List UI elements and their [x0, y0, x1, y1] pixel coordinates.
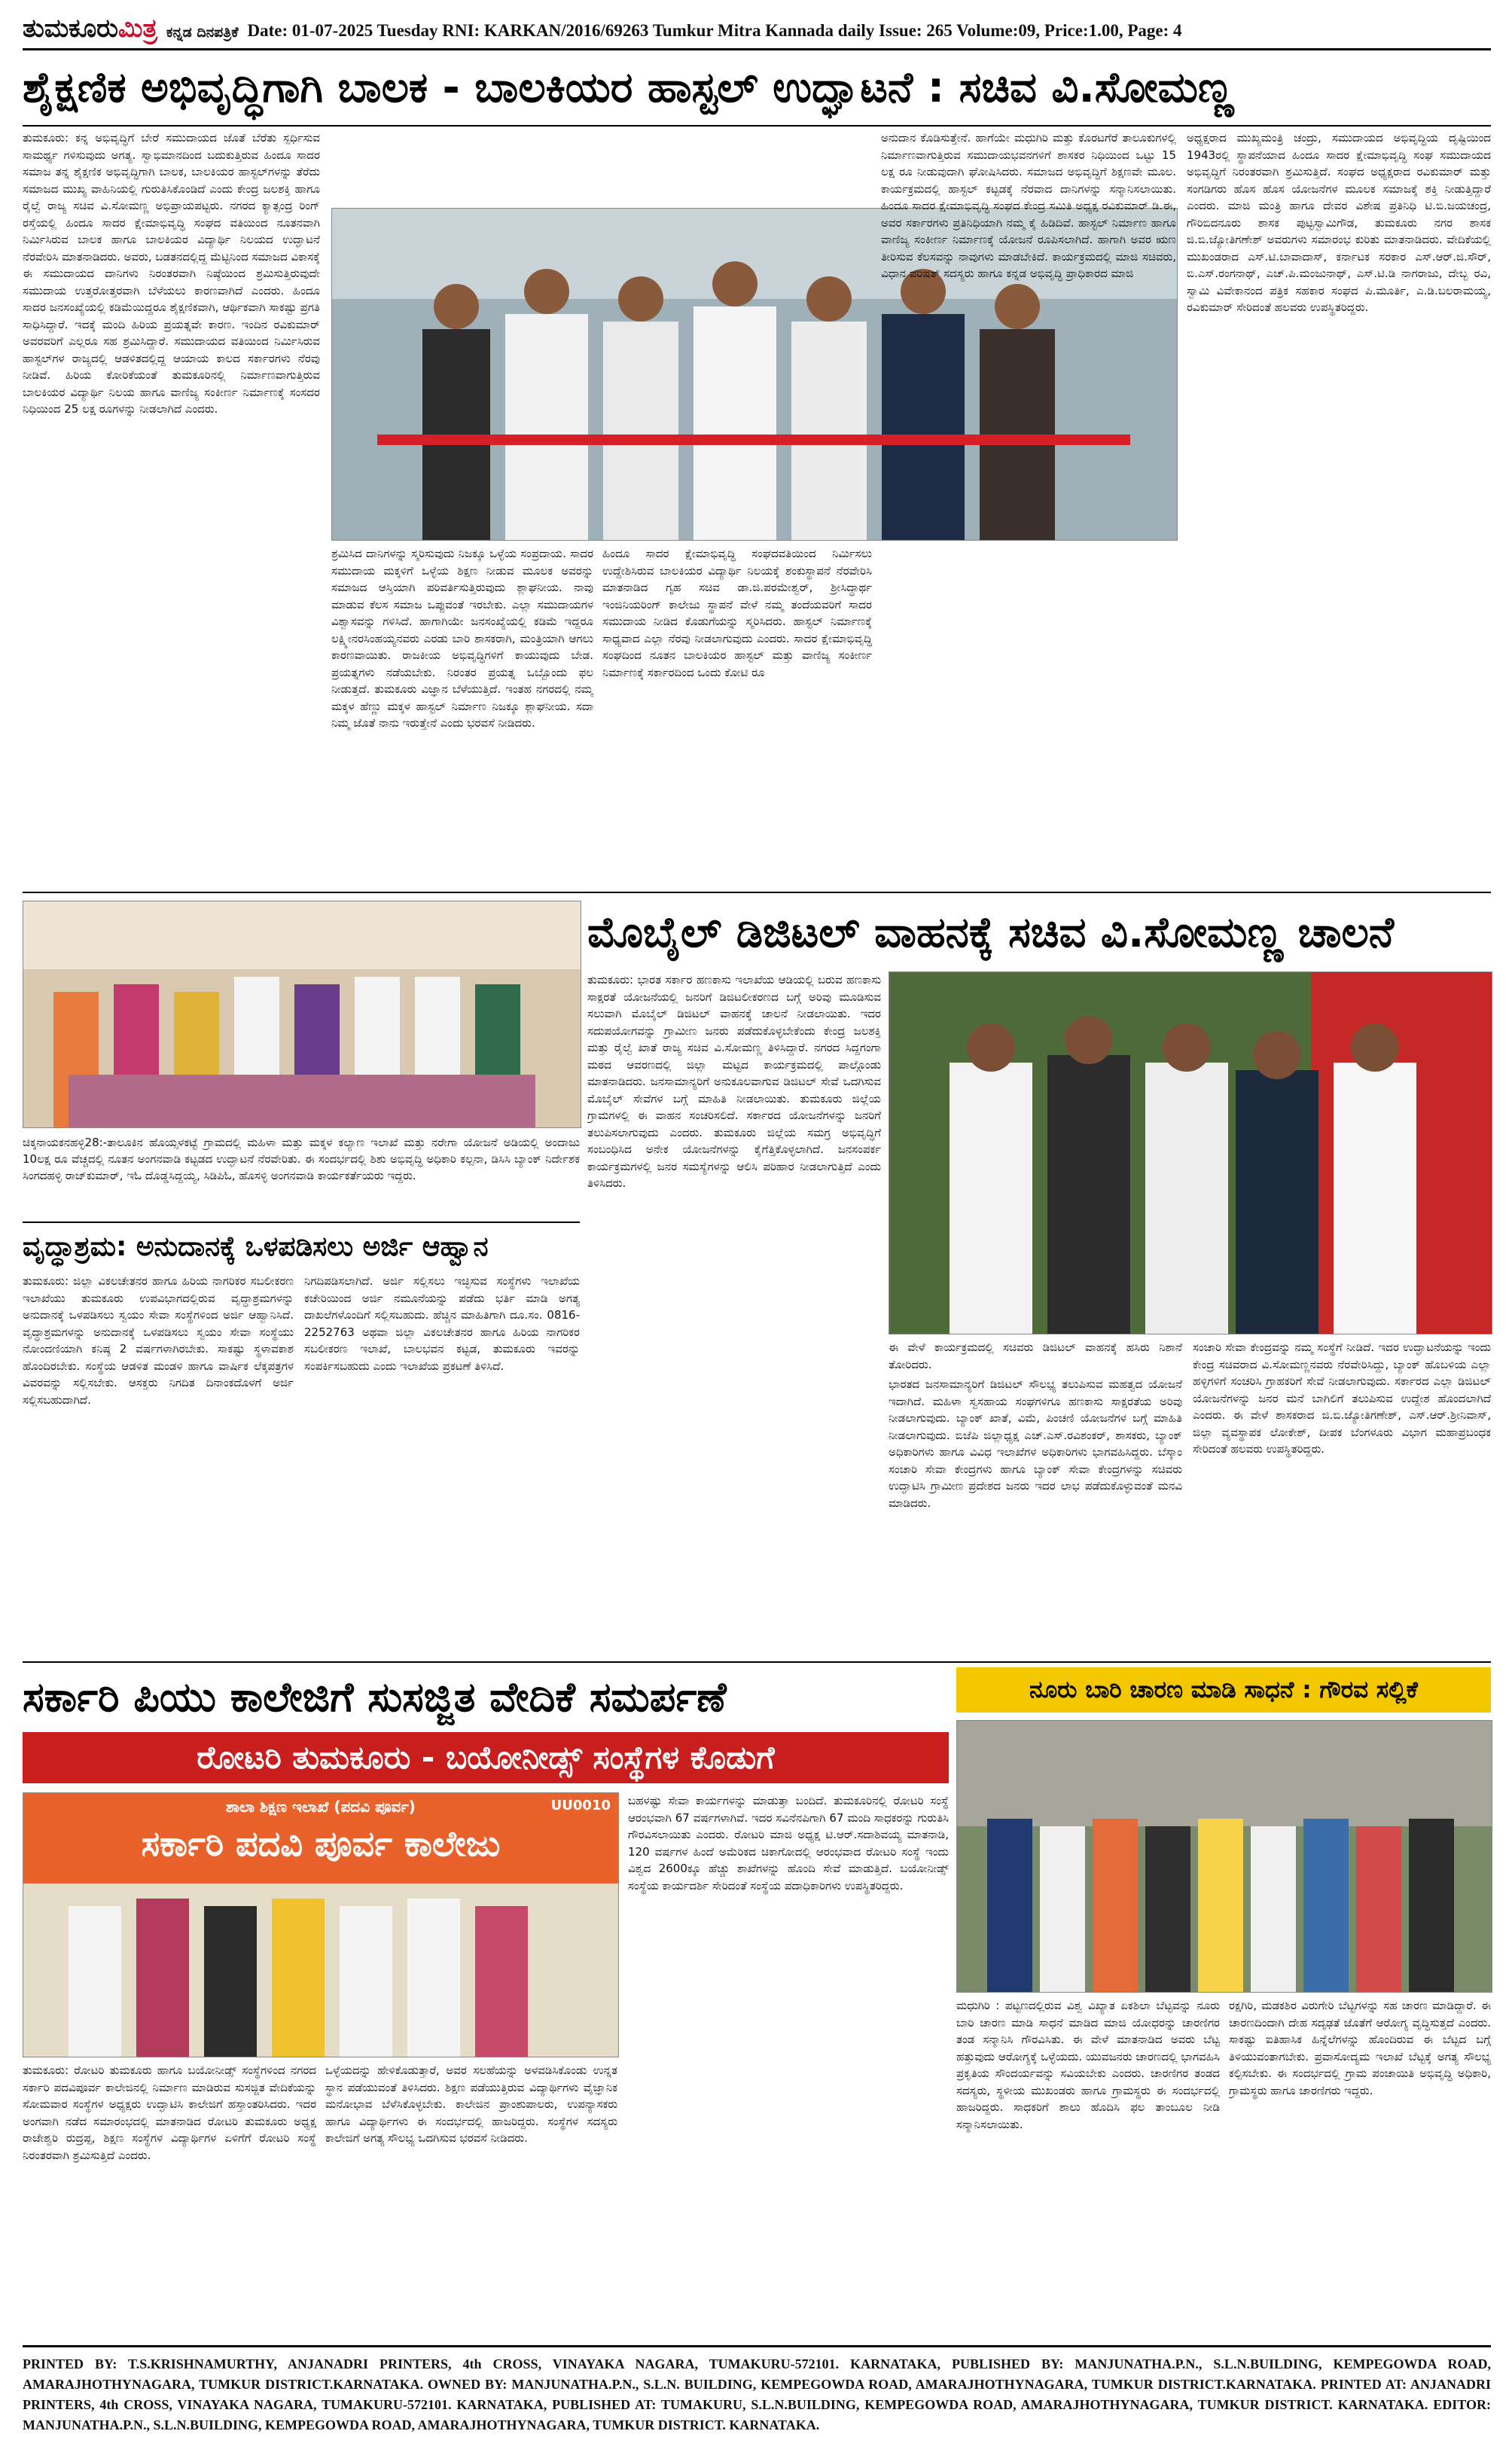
- story1-column-2: ಶ್ರಮಿಸಿದ ದಾನಿಗಳನ್ನು ಸ್ಮರಿಸುವುದು ನಿಜಕ್ಕೂ ಒಳ್ಳೆಯ ಸಂಪ್ರದಾಯ. ಸಾದರ ಸಮುದಾಯ ಮಕ್ಕಳಿಗೆ ಒಳ್ಳೆಯ ಶಿಕ್ಷಣ ನೀಡುವ ಮೂಲಕ ಅವರನ್ನು ಸಮಾಜದ ಆಸ್ತಿಯಾಗಿ ಪರಿವರ್ತಿಸುತ್ತಿರುವುದು ಶ್ಲಾಘನೀಯ. ನಾವು ಮಾಡುವ ಕೆಲಸ ಸಮಾಜ ಒಪ್ಪುವಂತೆ ಇರಬೇಕು. ಎಲ್ಲಾ ಸಮುದಾಯಗಳ ವಿಶ್ವಾಸವನ್ನು ಗಳಿಸಿದೆ. ಹಾಗಾಗಿಯೇ ಜನಸಂಖ್ಯೆಯಲ್ಲಿ ಕಡಿಮೆ ಇದ್ದರೂ ಲಕ್ಷ್ಮೀನರಸಿಂಹಯ್ಯನವರು ಎರಡು ಬಾರಿ ಶಾಸಕರಾಗಿ, ಮಂತ್ರಿಯಾಗಿ ಆಗಲು ಕಾರಣವಾಯಿತು. ರಾಜಕೀಯ ಅಭಿವೃದ್ಧಿಗಳಿಗೆ ಕಾಯುವುದು ಬೇಡ. ಪ್ರಯತ್ನಗಳು ನಡೆಯಬೇಕು. ನಿರಂತರ ಪ್ರಯತ್ನ ಒಬ್ಬೊಂದು ಫಲ ನೀಡುತ್ತದೆ. ತುಮಕೂರು ವಿಜ್ಞಾನ ಬೆಳೆಯುತ್ತಿದೆ. ಇಂತಹ ನಗರದಲ್ಲಿ ನಮ್ಮ ಮಕ್ಕಳ ಹೆಣ್ಣು ಮಕ್ಕಳ ಹಾಸ್ಟಲ್ ನಿರ್ಮಾಣ ನಿಜಕ್ಕೂ ಶ್ಲಾಘನೀಯ. ಸದಾ ನಿಮ್ಮ ಜೊತೆ ನಾನು ಇರುತ್ತೇನೆ ಎಂದು ಭರವಸೆ ನೀಡಿದರು.: [331, 547, 593, 730]
- story4-column-3: ಬಹಳಷ್ಟು ಸೇವಾ ಕಾರ್ಯಗಳನ್ನು ಮಾಡುತ್ತಾ ಬಂದಿದೆ. ತುಮಕೂರಿನಲ್ಲಿ ರೋಟರಿ ಸಂಸ್ಥೆ ಆರಂಭವಾಗಿ 67 ವರ್ಷಗಳಾಗಿವೆ. ಇದರ ಸವಿನೆನಪಿಗಾಗಿ 67 ಮಂದಿ ಸಾಧಕರನ್ನು ಗುರುತಿಸಿ ಗೌರವಿಸಲಾಯಿತು ಎಂದರು. ರೋಟರಿ ಮಾಜಿ ಅಧ್ಯಕ್ಷ ಟಿ.ಆರ್.ಸದಾಶಿವಯ್ಯ ಮಾತನಾಡಿ, 120 ವರ್ಷಗಳ ಹಿಂದೆ ಅಮೆರಿಕದ ಚಿಕಾಗೋದಲ್ಲಿ ಆರಂಭವಾದ ರೋಟರಿ ಸಂಸ್ಥೆ ಇಂದು ವಿಶ್ವದ 2600ಕ್ಕೂ ಹೆಚ್ಚು ಶಾಖೆಗಳನ್ನು ಹೊಂದಿ ಸೇವೆ ಮಾಡುತ್ತಿದೆ. ಬಯೋನೀಡ್ಸ್ ಸಂಸ್ಥೆಯ ಕಾರ್ಯದರ್ಶಿ ಸೇರಿದಂತೆ ಸಂಸ್ಥೆಯ ಪದಾಧಿಕಾರಿಗಳು ಉಪಸ್ಥಿತರಿದ್ದರು.: [628, 1794, 949, 1893]
- imprint-footer: PRINTED BY: T.S.KRISHNAMURTHY, ANJANADRI PRINTERS, 4th CROSS, VINAYAKA NAGARA, TUMAKURU-572101. KARNATAKA, PUBLISHED BY: MANJUNATHA.P.N., S.L.N.BUILDING, KEMPEGOWDA ROAD, AMARAJHOTHYNAGARA, TUMKUR DISTRICT.KARNATAKA. OWNED BY: MANJUNATHA.P.N., S.L.N. BUILDING, KEMPEGOWDA ROAD, AMARAJHOTHYNAGARA, TUMKUR DISTRICT.KARNATAKA. PRINTED AT: ANJANADRI PRINTERS, 4th CROSS, VINAYAKA NAGARA, TUMAKURU-572101. KARNATAKA, PUBLISHED AT: TUMAKURU, S.L.N.BUILDING, KEMPEGOWDA ROAD, AMARAJHOTHYNAGARA, TUMKUR DISTRICT. KARNATAKA. EDITOR: MANJUNATHA.P.N., S.L.N.BUILDING, KEMPEGOWDA ROAD, AMARAJHOTHYNAGARA, TUMKUR DISTRICT. KARNATAKA.: [23, 2356, 1491, 2432]
- photo-code-text: UU0010: [550, 1798, 611, 1813]
- masthead: [23, 6, 1491, 44]
- dateline: Date: 01-07-2025 Tuesday RNI: KARKAN/2016/69263 Tumkur Mitra Kannada daily Issue: 265 Volume:09, Price:1.00, Page: 4: [247, 21, 1182, 40]
- masthead-rule: [23, 48, 1491, 50]
- photo-college-banner-text: ಸರ್ಕಾರಿ ಪದವಿ ಪೂರ್ವ ಕಾಲೇಜು: [141, 1823, 501, 1864]
- story1-column-3: ಹಿಂದೂ ಸಾದರ ಕ್ಷೇಮಾಭಿವೃದ್ಧಿ ಸಂಘದವತಿಯಿಂದ ನಿರ್ಮಿಸಲು ಉದ್ದೇಶಿಸಿರುವ ಬಾಲಕಿಯರ ವಿದ್ಯಾರ್ಥಿ ನಿಲಯಕ್ಕೆ ಶಂಕುಸ್ಥಾಪನೆ ನೆರವೇರಿಸಿ ಮಾತನಾಡಿದ ಗೃಹ ಸಚಿವ ಡಾ.ಜಿ.ಪರಮೇಶ್ವರ್, ಶ್ರೀಸಿದ್ಧಾರ್ಥ ಇಂಜಿನಿಯರಿಂಗ್ ಕಾಲೇಜು ಸ್ಥಾಪನೆ ವೇಳೆ ನಮ್ಮ ತಂದೆಯವರಿಗೆ ಸಾದರ ಸಮುದಾಯ ನೀಡಿದ ಕೊಡುಗೆಯನ್ನು ಸ್ಮರಿಸಿದರು. ಹಾಸ್ಟಲ್ ನಿರ್ಮಾಣಕ್ಕೆ ಸಾಧ್ಯವಾದ ಎಲ್ಲಾ ನೆರವು ನೀಡಲಾಗುವುದು ಎಂದರು. ಸಾದರ ಕ್ಷೇಮಾಭಿವೃದ್ಧಿ ಸಂಘದಿಂದ ನೂತನ ಬಾಲಕಿಯರ ಹಾಸ್ಟಲ್ ಮತ್ತು ವಾಣಿಜ್ಯ ಸಂಕೀರ್ಣ ನಿರ್ಮಾಣಕ್ಕೆ ಸರ್ಕಾರದಿಂದ ಒಂದು ಕೋಟಿ ರೂ: [602, 547, 872, 679]
- anganwadi-photo: [23, 901, 581, 1128]
- story5-column-1: ಮಧುಗಿರಿ : ಪಟ್ಟಣದಲ್ಲಿರುವ ವಿಶ್ವ ವಿಖ್ಯಾತ ಏಕಶಿಲಾ ಬೆಟ್ಟವನ್ನು ನೂರು ಬಾರಿ ಚಾರಣ ಮಾಡಿ ಸಾಧನೆ ಮಾಡಿದ ಮಾಜಿ ಯೋಧರನ್ನು ಚಾರಣಿಗರ ತಂಡ ಸನ್ಮಾನಿಸಿ ಗೌರವಿಸಿತು. ಈ ವೇಳೆ ಮಾತನಾಡಿದ ಅವರು ಬೆಟ್ಟ ಹತ್ತುವುದು ಆರೋಗ್ಯಕ್ಕೆ ಒಳ್ಳೆಯದು. ಯುವಜನರು ಚಾರಣದಲ್ಲಿ ಭಾಗವಹಿಸಿ ಪ್ರಕೃತಿಯ ಸೌಂದರ್ಯವನ್ನು ಸವಿಯಬೇಕು ಎಂದರು. ಚಾರಣಿಗರ ತಂಡದ ಸದಸ್ಯರು, ಸ್ಥಳೀಯ ಮುಖಂಡರು ಹಾಗೂ ಗ್ರಾಮಸ್ಥರು ಈ ಸಂದರ್ಭದಲ್ಲಿ ಹಾಜರಿದ್ದರು. ಸಾಧಕರಿಗೆ ಶಾಲು ಹೊದಿಸಿ ಫಲ ತಾಂಬೂಲ ನೀಡಿ ಸನ್ಮಾನಿಸಲಾಯಿತು.: [956, 1999, 1220, 2131]
- story2-headline: ಮೊಬೈಲ್ ಡಿಜಿಟಲ್ ವಾಹನಕ್ಕೆ ಸಚಿವ ವಿ.ಸೋಮಣ್ಣ ಚಾಲನೆ: [587, 908, 1395, 957]
- story1-rule: [23, 125, 1491, 127]
- story3-column-2: ನಿಗದಿಪಡಿಸಲಾಗಿದೆ. ಅರ್ಜಿ ಸಲ್ಲಿಸಲು ಇಚ್ಛಿಸುವ ಸಂಸ್ಥೆಗಳು ಇಲಾಖೆಯ ಕಚೇರಿಯಿಂದ ಅರ್ಜಿ ನಮೂನೆಯನ್ನು ಪಡೆದು ಭರ್ತಿ ಮಾಡಿ ಅಗತ್ಯ ದಾಖಲೆಗಳೊಂದಿಗೆ ಸಲ್ಲಿಸಬಹುದು. ಹೆಚ್ಚಿನ ಮಾಹಿತಿಗಾಗಿ ದೂ.ಸಂ. 0816-2252763 ಅಥವಾ ಜಿಲ್ಲಾ ವಿಕಲಚೇತನರ ಹಾಗೂ ಹಿರಿಯ ನಾಗರಿಕರ ಸಬಲೀಕರಣ ಇಲಾಖೆ, ಬಾಲಭವನ ಕಟ್ಟಡ, ತುಮಕೂರು ಇವರನ್ನು ಸಂಪರ್ಕಿಸಬಹುದು ಎಂದು ಇಲಾಖೆಯ ಪ್ರಕಟಣೆ ತಿಳಿಸಿದೆ.: [304, 1274, 580, 1373]
- story3-column-1: ತುಮಕೂರು: ಜಿಲ್ಲಾ ವಿಕಲಚೇತನರ ಹಾಗೂ ಹಿರಿಯ ನಾಗರಿಕರ ಸಬಲೀಕರಣ ಇಲಾಖೆಯು ತುಮಕೂರು ಉಪವಿಭಾಗದಲ್ಲಿರುವ ವೃದ್ಧಾಶ್ರಮಗಳನ್ನು ಅನುದಾನಕ್ಕೆ ಒಳಪಡಿಸಲು ಸ್ವಯಂ ಸೇವಾ ಸಂಸ್ಥೆಗಳಿಂದ ಅರ್ಜಿ ಆಹ್ವಾನಿಸಿದೆ. ವೃದ್ಧಾಶ್ರಮಗಳನ್ನು ಅನುದಾನಕ್ಕೆ ಒಳಪಡಿಸಲು ಸ್ವಯಂ ಸೇವಾ ಸಂಸ್ಥೆಯು ನೋಂದಣಿಯಾಗಿ ಕನಿಷ್ಠ 2 ವರ್ಷಗಳಾಗಿರಬೇಕು. ಸಾಕಷ್ಟು ಸ್ಥಳಾವಕಾಶ ಹೊಂದಿರಬೇಕು. ಸಂಸ್ಥೆಯ ಆಡಳಿತ ಮಂಡಳಿ ಹಾಗೂ ವಾರ್ಷಿಕ ಲೆಕ್ಕಪತ್ರಗಳ ವಿವರವನ್ನು ಸಲ್ಲಿಸಬೇಕು. ಆಸಕ್ತರು ನಿಗದಿತ ದಿನಾಂಕದೊಳಗೆ ಅರ್ಜಿ ಸಲ್ಲಿಸಬಹುದಾಗಿದೆ.: [23, 1274, 294, 1407]
- section-rule-2: [23, 1222, 580, 1223]
- footer-rule: [23, 2345, 1491, 2347]
- section-rule-3: [23, 1661, 1491, 1663]
- pu-college-photo: [23, 1792, 619, 2057]
- trekkers-group-photo-icon: [957, 1721, 1492, 1992]
- story4-column-1: ತುಮಕೂರು: ರೋಟರಿ ತುಮಕೂರು ಹಾಗೂ ಬಯೋನೀಡ್ಸ್ ಸಂಸ್ಥೆಗಳಿಂದ ನಗರದ ಸರ್ಕಾರಿ ಪದವಿಪೂರ್ವ ಕಾಲೇಜಿನಲ್ಲಿ ನಿರ್ಮಾಣ ಮಾಡಿರುವ ಸುಸಜ್ಜಿತ ವೇದಿಕೆಯನ್ನು ಸೋಮವಾರ ಸಂಸ್ಥೆಗಳ ಅಧ್ಯಕ್ಷರು ಉದ್ಘಾಟಿಸಿ ಕಾಲೇಜಿಗೆ ಹಸ್ತಾಂತರಿಸಿದರು. ಇದರ ಅಂಗವಾಗಿ ನಡೆದ ಸಮಾರಂಭದಲ್ಲಿ ಮಾತನಾಡಿದ ರೋಟರಿ ತುಮಕೂರು ಅಧ್ಯಕ್ಷ ರಾಜೇಶ್ವರಿ ರುದ್ರಪ್ಪ, ಶಿಕ್ಷಣ ಸಂಸ್ಥೆಗಳ ವಿದ್ಯಾರ್ಥಿಗಳ ಏಳಿಗೆಗೆ ರೋಟರಿ ಸಂಸ್ಥೆ ನಿರಂತರವಾಗಿ ಶ್ರಮಿಸುತ್ತಿದೆ ಎಂದರು.: [23, 2063, 316, 2162]
- digital-vehicle-photo: [889, 971, 1492, 1334]
- story4-column-2: ಒಳ್ಳೆಯದನ್ನು ಹೇಳಿಕೊಡುತ್ತಾರೆ, ಅವರ ಸಲಹೆಯನ್ನು ಅಳವಡಿಸಿಕೊಂಡು ಉನ್ನತ ಸ್ಥಾನ ಪಡೆಯುವಂತೆ ತಿಳಿಸಿದರು. ಶಿಕ್ಷಣ ಪಡೆಯುತ್ತಿರುವ ವಿದ್ಯಾರ್ಥಿಗಳು ವೈಜ್ಞಾನಿಕ ಮನೋಭಾವ ಬೆಳೆಸಿಕೊಳ್ಳಬೇಕು. ಕಾಲೇಜಿನ ಪ್ರಾಂಶುಪಾಲರು, ಉಪನ್ಯಾಸಕರು ಹಾಗೂ ವಿದ್ಯಾರ್ಥಿಗಳು ಈ ಸಂದರ್ಭದಲ್ಲಿ ಹಾಜರಿದ್ದರು. ಸಂಸ್ಥೆಗಳ ಸದಸ್ಯರು ಕಾಲೇಜಿಗೆ ಅಗತ್ಯ ಸೌಲಭ್ಯ ಒದಗಿಸುವ ಭರವಸೆ ನೀಡಿದರು.: [325, 2063, 617, 2145]
- story2-column-1: ತುಮಕೂರು: ಭಾರತ ಸರ್ಕಾರ ಹಣಕಾಸು ಇಲಾಖೆಯ ಆಡಿಯಲ್ಲಿ ಬರುವ ಹಣಕಾಸು ಸಾಕ್ಷರತೆ ಯೋಜನೆಯಲ್ಲಿ ಜನರಿಗೆ ಡಿಜಿಟಲೀಕರಣದ ಬಗ್ಗೆ ಅರಿವು ಮೂಡಿಸುವ ಸಲುವಾಗಿ ಮೊಬೈಲ್ ಡಿಜಿಟಲ್ ವಾಹನಕ್ಕೆ ಚಾಲನೆ ನೀಡಲಾಯಿತು. ಇದರ ಸದುಪಯೋಗವನ್ನು ಗ್ರಾಮೀಣ ಜನರು ಪಡೆದುಕೊಳ್ಳಬೇಕೆಂದು ಕೇಂದ್ರ ಜಲಶಕ್ತಿ ಮತ್ತು ರೈಲ್ವೆ ಖಾತೆ ರಾಜ್ಯ ಸಚಿವ ವಿ.ಸೋಮಣ್ಣ ತಿಳಿಸಿದ್ದಾರೆ. ನಗರದ ಸಿದ್ದಗಂಗಾ ಮಠದ ಆವರಣದಲ್ಲಿ ಜಿಲ್ಲಾ ಮಟ್ಟದ ಕಾರ್ಯಕ್ರಮದಲ್ಲಿ ಪಾಲ್ಗೊಂಡು ಮಾತನಾಡಿದರು. ಜನಸಾಮಾನ್ಯರಿಗೆ ಅನುಕೂಲವಾಗುವ ಡಿಜಿಟಲ್ ಸೇವೆ ಒದಗಿಸುವ ಮೊಬೈಲ್ ಸೇವೆಗಳ ಬಗ್ಗೆ ಮಾಹಿತಿ ನೀಡಲಾಯಿತು. ತುಮಕೂರು ಜಿಲ್ಲೆಯ ಗ್ರಾಮಗಳಲ್ಲಿ ಈ ವಾಹನ ಸಂಚರಿಸಲಿದೆ. ಸರ್ಕಾರದ ಯೋಜನೆಗಳನ್ನು ಜನರಿಗೆ ತಲುಪಿಸಲಾಗುವುದು ಎಂದರು. ತುಮಕೂರು ಜಿಲ್ಲೆಯ ಸಮಗ್ರ ಅಭಿವೃದ್ಧಿಗೆ ಸಂಬಂಧಿಸಿದ ಅನೇಕ ಯೋಜನೆಗಳನ್ನು ಕೈಗೆತ್ತಿಕೊಳ್ಳಲಾಗಿದೆ. ಜನಸಂಪರ್ಕ ಕಾರ್ಯಕ್ರಮಗಳಲ್ಲಿ ಜನರ ಸಮಸ್ಯೆಗಳನ್ನು ಆಲಿಸಿ ಪರಿಹಾರ ನೀಡಲಾಗುತ್ತಿದೆ ಎಂದು ತಿಳಿಸಿದರು.: [587, 973, 881, 1190]
- newspaper-name: ತುಮಕೂರುಮಿತ್ರ: [23, 14, 157, 44]
- story1-column-1: ತುಮಕೂರು: ಕನ್ನ ಅಭಿವೃದ್ಧಿಗೆ ಬೇರೆ ಸಮುದಾಯದ ಜೊತೆ ಬೆರೆತು ಸ್ಪರ್ಧಿಸುವ ಸಾಮರ್ಥ್ಯ ಗಳಿಸುವುದು ಅಗತ್ಯ. ಸ್ವಾಭಿಮಾನದಿಂದ ಬದುಕುತ್ತಿರುವ ಹಿಂದೂ ಸಾದರ ಸಮಾಜ ತನ್ನ ಶೈಕ್ಷಣಿಕ ಅಭಿವೃದ್ಧಿಗಾಗಿ ಬಾಲಕ, ಬಾಲಕಿಯರ ಹಾಸ್ಟಲ್‌ಗಳನ್ನು ತೆರೆದು ಸಮಾಜದ ಮುಖ್ಯ ವಾಹಿನಿಯಲ್ಲಿ ಗುರುತಿಸಿಕೊಂಡಿದೆ ಎಂದು ಕೇಂದ್ರ ಜಲಶಕ್ತಿ ಹಾಗೂ ರೈಲ್ವೆ ರಾಜ್ಯ ಸಚಿವ ವಿ.ಸೋಮಣ್ಣ ಅಭಿಪ್ರಾಯಪಟ್ಟರು. ನಗರದ ಕ್ಯಾತ್ಸಂದ್ರ ರಿಂಗ್ ರಸ್ತೆಯಲ್ಲಿ ಹಿಂದೂ ಸಾದರ ಕ್ಷೇಮಾಭಿವೃದ್ಧಿ ಸಂಘದ ವತಿಯಿಂದ ನೂತನವಾಗಿ ನಿರ್ಮಿಸಿರುವ ಬಾಲಕ ಹಾಗೂ ಬಾಲಕಿಯರ ವಿದ್ಯಾರ್ಥಿ ನಿಲಯದ ಉದ್ಘಾಟನೆ ನೆರವೇರಿಸಿ ಮಾತನಾಡಿದರು. ಅವರು, ಬಡತನದಲ್ಲಿದ್ದ ಮೆಟ್ಟಿನಿಂದ ಸಮಾಜದ ವಿಕಾಸಕ್ಕೆ ಈ ಸಮುದಾಯದ ದಾನಿಗಳು ನಿರಂತರವಾಗಿ ನಿಷ್ಠೆಯಿಂದ ಶ್ರಮಿಸುತ್ತಿರುವುದೇ ಸಮುದಾಯ ಉತ್ತರೋತ್ತರವಾಗಿ ಬೆಳೆಯಲು ಕಾರಣವಾಗಿದೆ ಎಂದರು. ಹಿಂದೂ ಸಾದರ ಜನಸಂಖ್ಯೆಯಲ್ಲಿ ಕಡಿಮೆಯಿದ್ದರೂ ಶೈಕ್ಷಣಿಕವಾಗಿ, ಆರ್ಥಿಕವಾಗಿ ಸಾಕಷ್ಟು ಪ್ರಗತಿ ಸಾಧಿಸಿದ್ದಾರೆ. ಇದಕ್ಕೆ ಮಂದಿ ಹಿರಿಯ ಪ್ರಯತ್ನವೇ ಕಾರಣ. ಇಂದಿನ ರವಿಕುಮಾರ್ ಅವರವರಿಗೆ ಎಲ್ಲರೂ ಸಹ ಶ್ರಮಿಸಿದ್ದಾರೆ. ಸಮುದಾಯದ ವತಿಯಿಂದ ನಿರ್ಮಿಸಿರುವ ಹಾಸ್ಟಲ್‌ಗಳ ರಾಜ್ಯದಲ್ಲಿ ಆಡಳಿತದಲ್ಲಿದ್ದ ಆಯಾಯ ಕಾಲದ ಸರ್ಕಾರಗಳು ನೆರವು ನೀಡಿವೆ. ಹಿರಿಯ ಕೋರಿಕೆಯಂತೆ ತುಮಕೂರಿನಲ್ಲಿ ನಿರ್ಮಾಣವಾಗುತ್ತಿರುವ ಬಾಲಕಿಯರ ವಿದ್ಯಾರ್ಥಿ ನಿಲಯ ಹಾಗೂ ವಾಣಿಜ್ಯ ಸಂಕೀರ್ಣ ನಿರ್ಮಾಣಕ್ಕೆ ಸಂಸದರ ನಿಧಿಯಿಂದ 25 ಲಕ್ಷ ರೂಗಳನ್ನು ನೀಡಲಾಗಿದೆ ಎಂದರು.: [23, 131, 320, 416]
- story3-headline: ವೃದ್ಧಾಶ್ರಮ: ಅನುದಾನಕ್ಕೆ ಒಳಪಡಿಸಲು ಅರ್ಜಿ ಆಹ್ವಾನ: [23, 1231, 489, 1262]
- story1-column-5: ಅಧ್ಯಕ್ಷರಾದ ಮುಖ್ಯಮಂತ್ರಿ ಚಂದ್ರು, ಸಮುದಾಯದ ಅಭಿವೃದ್ಧಿಯ ದೃಷ್ಟಿಯಿಂದ 1943ರಲ್ಲಿ ಸ್ಥಾಪನೆಯಾದ ಹಿಂದೂ ಸಾದರ ಕ್ಷೇಮಾಭಿವೃದ್ಧಿ ಸಂಘ ಸಮುದಾಯದ ಅಭಿವೃದ್ಧಿಗೆ ನಿರಂತರವಾಗಿ ಶ್ರಮಿಸುತ್ತಿದೆ. ಸಂಘದ ಅಧ್ಯಕ್ಷರಾದ ರವಿಕುಮಾರ್ ಮತ್ತು ಸಂಗಡಿಗರು ಹೊಸ ಹೊಸ ಯೋಜನೆಗಳ ಮೂಲಕ ಸಮಾಜಕ್ಕೆ ಶಕ್ತಿ ನೀಡುತ್ತಿದ್ದಾರೆ ಎಂದರು. ಮಾಜಿ ಮಂತ್ರಿ ಹಾಗೂ ದೇವರ ವಿಶೇಷ ಪ್ರತಿನಿಧಿ ಟಿ.ಬಿ.ಜಯಚಂದ್ರ, ಗೌರಿಬಿದನೂರು ಶಾಸಕ ಪುಟ್ಟಸ್ವಾಮಿಗೌಡ, ತುಮಕೂರು ನಗರ ಶಾಸಕ ಜಿ.ಬಿ.ಜ್ಯೋತಿಗಣೇಶ್ ಅವರುಗಳು ಸಮಾರಂಭ ಕುರಿತು ಮಾತನಾಡಿದರು. ವೇದಿಕೆಯಲ್ಲಿ ಮುಖಂಡರಾದ ಎಸ್.ಟಿ.ಬಾವಾದಾಸ್, ಕರ್ನಾಟಕ ಸರಕಾರ ಎಸ್.ಆರ್.ಜಿ.ಸೌರ್, ಬಿ.ಎಸ್.ರಂಗನಾಥ್, ಎಚ್.ಪಿ.ಮಂಜುನಾಥ್, ಎಸ್.ಟಿ.ಡಿ ನಾಗರಾಜು, ದೇಬ್ಬ ರವಿ, ಸ್ವಾಮಿ ವಿವೇಕಾನಂದ ಪತ್ರಿಕ ಸಹಕಾರ ಸಂಘದ ಪಿ.ಮೂರ್ತಿ, ಎ.ಡಿ.ಬಲರಾಮಯ್ಯ, ರವಿಕುಮಾರ್ ಸೇರಿದಂತೆ ಹಲವರು ಉಪಸ್ಥಿತರಿದ್ದರು.: [1187, 131, 1491, 314]
- story1-column-4: ಅನುದಾನ ಕೊಡಿಸುತ್ತೇನೆ. ಹಾಗೆಯೇ ಮಧುಗಿರಿ ಮತ್ತು ಕೊರಟಗೆರೆ ತಾಲೂಕುಗಳಲ್ಲಿ ನಿರ್ಮಾಣವಾಗುತ್ತಿರುವ ಸಮುದಾಯಭವನಗಳಿಗೆ ಶಾಸಕರ ನಿಧಿಯಿಂದ ಒಟ್ಟು 15 ಲಕ್ಷ ರೂ ನೀಡುವುದಾಗಿ ಘೋಷಿಸಿದರು. ಸಮಾಜದ ಅಭಿವೃದ್ಧಿಗೆ ಶಿಕ್ಷಣವೇ ಮೂಲ. ಕಾರ್ಯಕ್ರಮದಲ್ಲಿ ಹಾಸ್ಟಲ್ ಕಟ್ಟಡಕ್ಕೆ ನೆರವಾದ ದಾನಿಗಳನ್ನು ಸನ್ಮಾನಿಸಲಾಯಿತು. ಹಿಂದೂ ಸಾದರ ಕ್ಷೇಮಾಭಿವೃದ್ಧಿ ಸಂಘದ ಕೇಂದ್ರ ಸಮಿತಿ ಅಧ್ಯಕ್ಷ ರವಿಕುಮಾರ್ ಡಿ.ಈ, ಅವರ ಸರ್ಕಾರಗಳು ಪ್ರತಿನಿಧಿಯಾಗಿ ನಮ್ಮ ಕೈ ಹಿಡಿದಿವೆ. ಹಾಸ್ಟಲ್ ನಿರ್ಮಾಣ ಹಾಗೂ ವಾಣಿಜ್ಯ ಸಂಕೀರ್ಣ ನಿರ್ಮಾಣಕ್ಕೆ ಯೋಜನೆ ರೂಪಿಸಲಾಗಿದೆ. ಹಾಗಾಗಿ ಅವರ ಋಣ ತೀರಿಸುವ ಕೆಲಸವನ್ನು ನಾವುಗಳು ಮಾಡಬೇಕಿದೆ. ಕಾರ್ಯಕ್ರಮದಲ್ಲಿ ಮಾಜಿ ಸಚಿವರು, ವಿಧಾನ ಪರಿಷತ್ ಸದಸ್ಯರು ಹಾಗೂ ಕನ್ನಡ ಅಭಿವೃದ್ಧಿ ಪ್ರಾಧಿಕಾರದ ಮಾಜಿ: [881, 131, 1176, 280]
- section-rule-1: [23, 892, 1491, 893]
- group-photo-icon: [23, 901, 581, 1127]
- photo-department-text: ಶಾಲಾ ಶಿಕ್ಷಣ ಇಲಾಖೆ (ಪದವಿ ಪೂರ್ವ): [226, 1798, 416, 1816]
- vehicle-launch-photo-icon: [889, 972, 1492, 1334]
- vehicle-photo-caption: ಈ ವೇಳೆ ಕಾರ್ಯಕ್ರಮದಲ್ಲಿ ಸಚಿವರು ಡಿಜಿಟಲ್ ವಾಹನಕ್ಕೆ ಹಸಿರು ನಿಶಾನೆ ತೋರಿದರು.: [889, 1341, 1182, 1371]
- story2-column-3: ಸಂಚಾರಿ ಸೇವಾ ಕೇಂದ್ರವನ್ನು ನಮ್ಮ ಸಂಸ್ಥೆಗೆ ನೀಡಿದೆ. ಇದರ ಉದ್ಘಾಟನೆಯನ್ನು ಇಂದು ಕೇಂದ್ರ ಸಚಿವರಾದ ವಿ.ಸೋಮಣ್ಣನವರು ನೆರವೇರಿಸಿದ್ದು, ಬ್ಯಾಂಕ್ ಹೊಬಳಿಯ ಎಲ್ಲಾ ಹಳ್ಳಿಗಳಿಗೆ ಸಂಚರಿಸಿ ಗ್ರಾಹಕರಿಗೆ ಸೇವೆ ನೀಡಲಾಗುವುದು. ಸರ್ಕಾರದ ಎಲ್ಲಾ ಡಿಜಿಟಲ್ ಯೋಜನೆಗಳನ್ನು ಜನರ ಮನೆ ಬಾಗಿಲಿಗೆ ತಲುಪಿಸುವ ಉದ್ದೇಶ ಹೊಂದಲಾಗಿದೆ ಎಂದರು. ಈ ವೇಳೆ ಶಾಸಕರಾದ ಜಿ.ಬಿ.ಜ್ಯೋತಿಗಣೇಶ್, ಎಸ್.ಆರ್.ಶ್ರೀನಿವಾಸ್, ಜಿಲ್ಲಾ ವ್ಯವಸ್ಥಾಪಕ ಲೋಕೇಶ್, ದೀಪಕ ಬೆಂಗಳೂರು ವಿಭಾಗ ಮಹಾಪ್ರಬಂಧಕ ಸೇರಿದಂತೆ ಹಲವರು ಉಪಸ್ಥಿತರಿದ್ದರು.: [1193, 1341, 1491, 1456]
- story5-column-2: ರಕ್ಷಗಿರಿ, ಮಡಕಶಿರ ವಿರುಗೇರಿ ಬೆಟ್ಟಗಳನ್ನು ಸಹ ಚಾರಣ ಮಾಡಿದ್ದಾರೆ. ಈ ಚಾರಣದಿಂದಾಗಿ ದೇಹ ಸದೃಢತೆ ಜೊತೆಗೆ ಆರೋಗ್ಯ ವೃದ್ಧಿಸುತ್ತದೆ ಎಂದರು. ಸಾಕಷ್ಟು ಐತಿಹಾಸಿಕ ಹಿನ್ನೆಲೆಗಳನ್ನು ಹೊಂದಿರುವ ಈ ಬೆಟ್ಟದ ಬಗ್ಗೆ ತಿಳಿಯುವಂತಾಗಬೇಕು. ಪ್ರವಾಸೋದ್ಯಮ ಇಲಾಖೆ ಬೆಟ್ಟಕ್ಕೆ ಅಗತ್ಯ ಸೌಲಭ್ಯ ಕಲ್ಪಿಸಬೇಕು. ಈ ಸಂದರ್ಭದಲ್ಲಿ ಗ್ರಾಮ ಪಂಚಾಯಿತಿ ಅಭಿವೃದ್ಧಿ ಅಧಿಕಾರಿ, ಗ್ರಾಮಸ್ಥರು ಹಾಗೂ ಚಾರಣಿಗರು ಇದ್ದರು.: [1229, 1999, 1491, 2097]
- story1-headline: ಶೈಕ್ಷಣಿಕ ಅಭಿವೃದ್ಧಿಗಾಗಿ ಬಾಲಕ - ಬಾಲಕಿಯರ ಹಾಸ್ಟಲ್ ಉದ್ಘಾಟನೆ : ಸಚಿವ ವಿ.ಸೋಮಣ್ಣ: [23, 63, 1234, 112]
- story4-subheadline-banner: ರೋಟರಿ ತುಮಕೂರು - ಬಯೋನೀಡ್ಸ್ ಸಂಸ್ಥೆಗಳ ಕೊಡುಗೆ: [23, 1732, 949, 1783]
- story5-headline: ನೂರು ಬಾರಿ ಚಾರಣ ಮಾಡಿ ಸಾಧನೆ : ಗೌರವ ಸಲ್ಲಿಕೆ: [956, 1667, 1491, 1713]
- story2-column-2: [889, 1339, 1182, 1657]
- story2-column-2-text: ಭಾರತದ ಜನಸಾಮಾನ್ಯರಿಗೆ ಡಿಜಿಟಲ್ ಸೌಲಭ್ಯ ತಲುಪಿಸುವ ಮಹತ್ವದ ಯೋಜನೆ ಇದಾಗಿದೆ. ಮಹಿಳಾ ಸ್ವಸಹಾಯ ಸಂಘಗಳಿಗೂ ಹಣಕಾಸು ಸಾಕ್ಷರತೆಯ ಅರಿವು ನೀಡಲಾಗುವುದು. ಬ್ಯಾಂಕ್ ಖಾತೆ, ವಿಮೆ, ಪಿಂಚಣಿ ಯೋಜನೆಗಳ ಬಗ್ಗೆ ಮಾಹಿತಿ ನೀಡಲಾಗುವುದು. ಬಿಜೆಪಿ ಜಿಲ್ಲಾಧ್ಯಕ್ಷ ಎಚ್.ಎಸ್.ರವಿಶಂಕರ್, ಶಾಸಕರು, ಬ್ಯಾಂಕ್ ಅಧಿಕಾರಿಗಳು ಹಾಗೂ ವಿವಿಧ ಇಲಾಖೆಗಳ ಅಧಿಕಾರಿಗಳು ಭಾಗವಹಿಸಿದ್ದರು. ಬೆಸ್ಕಾಂ ಸಂಚಾರಿ ಸೇವಾ ಕೇಂದ್ರಗಳು ಹಾಗೂ ಬ್ಯಾಂಕ್ ಸೇವಾ ಕೇಂದ್ರಗಳನ್ನು ಸಚಿವರು ಉದ್ಘಾಟಿಸಿ ಗ್ರಾಮೀಣ ಪ್ರದೇಶದ ಜನರು ಇದರ ಲಾಭ ಪಡೆದುಕೊಳ್ಳುವಂತೆ ಮನವಿ ಮಾಡಿದರು.: [889, 1377, 1182, 1510]
- story4-headline: ಸರ್ಕಾರಿ ಪಿಯು ಕಾಲೇಜಿಗೆ ಸುಸಜ್ಜಿತ ವೇದಿಕೆ ಸಮರ್ಪಣೆ: [23, 1673, 727, 1721]
- anganwadi-caption: ಚಿಕ್ಕನಾಯಕನಹಳ್ಳಿ28:-ತಾಲೂಕಿನ ಹೊಯ್ಸಳಕಟ್ಟೆ ಗ್ರಾಮದಲ್ಲಿ ಮಹಿಳಾ ಮತ್ತು ಮಕ್ಕಳ ಕಲ್ಯಾಣ ಇಲಾಖೆ ಮತ್ತು ನರೇಗಾ ಯೋಜನೆ ಅಡಿಯಲ್ಲಿ ಅಂದಾಜು 10ಲಕ್ಷ ರೂ ವೆಚ್ಚದಲ್ಲಿ ನೂತನ ಅಂಗನವಾಡಿ ಕಟ್ಟಡದ ಉದ್ಘಾಟನೆ ನೆರವೇರಿತು. ಈ ಸಂದರ್ಭದಲ್ಲಿ ಶಿಶು ಅಭಿವೃದ್ಧಿ ಅಧಿಕಾರಿ ಕಲ್ಪನಾ, ಡಿಸಿಸಿ ಬ್ಯಾಂಕ್ ನಿರ್ದೇಶಕ ಸಿಂಗದಹಳ್ಳಿ ರಾಜ್‌ಕುಮಾರ್, ಇಓ ದೊಡ್ಡಸಿದ್ದಯ್ಯ, ಸಿಡಿಪಿಓ, ಹೊಸಳ್ಳಿ ಅಂಗನವಾಡಿ ಕಾರ್ಯಕರ್ತೆಯರು ಇದ್ದರು.: [23, 1136, 580, 1182]
- trekking-photo: [956, 1720, 1492, 1993]
- newspaper-tagline: ಕನ್ನಡ ದಿನಪತ್ರಿಕೆ: [166, 24, 239, 41]
